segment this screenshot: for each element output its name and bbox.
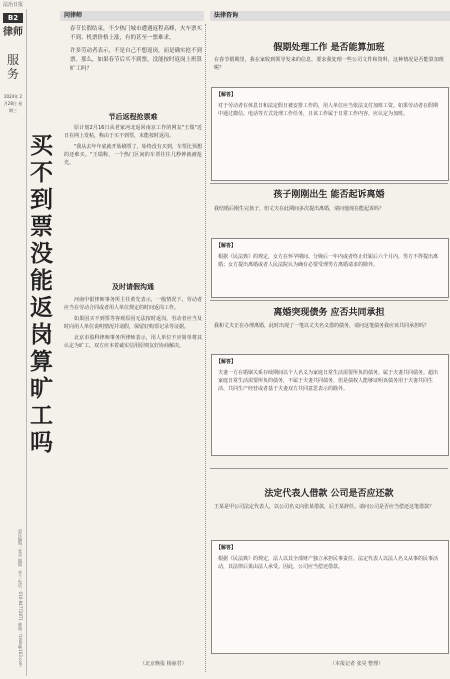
q1-answer-box — [211, 87, 449, 181]
section-label-ask-lawyer: 问律师 — [60, 11, 204, 21]
answer-tag: 【解答】 — [216, 92, 237, 98]
q4-answer-box — [211, 540, 449, 654]
q1-title: 假期处理工作 是否能算加班 — [273, 43, 385, 53]
masthead — [0, 0, 450, 9]
body-paragraph: 北京市盈科律师事务所律师表示，用人单位不应简单将其认定为旷工。双方应本着诚实信用原则友好协商解决。 — [64, 335, 202, 349]
intro-paragraph: 春节长假结束，不少热门城市遭遇返程高峰，火车票买不到、机票价格上涨，有的甚至一票难求。 — [70, 26, 203, 41]
main-headline: 买不到票没能返岗算旷工吗 — [30, 132, 53, 456]
section-label-legal-consult: 法律咨询 — [210, 11, 450, 21]
section-divider — [210, 468, 448, 469]
right-author: （本报记者 张昊 整理） — [330, 661, 384, 667]
intro-text — [70, 25, 202, 78]
q4-answer: 根据《民法典》的规定，法人以其全部财产独立承担民事责任。法定代表人以法人名义从事的民事活动，其法律后果由法人承受。因此，公司应当偿还借款。 — [218, 556, 439, 570]
intro-paragraph: 许多劳动者表示，不是自己不想返岗，而是确实抢不到票。那么，如果春节后买不到票，没能按时返岗上班算旷工吗？ — [70, 48, 203, 72]
section-sidebar — [0, 9, 27, 676]
q4-title: 法定代表人借款 公司是否应还款 — [264, 489, 394, 499]
section-divider — [210, 300, 448, 301]
masthead-text: 法治日报 — [3, 2, 24, 8]
q2-answer-box — [211, 238, 449, 298]
section-title: 律师 — [3, 27, 23, 38]
q3-answer-box — [211, 354, 449, 456]
answer-tag: 【解答】 — [216, 359, 237, 365]
q2-title: 孩子刚刚出生 能否起诉离婚 — [273, 190, 385, 200]
subheading-1: 节后返程抢票难 — [108, 113, 158, 121]
body-paragraph: 原计划2月16日从老家河北返回南京工作的网友"王瑞"近日在网上发帖，称由于买不到票，未能按时返岗。 — [64, 125, 202, 139]
q1-answer: 对于劳动者在休息日和法定假日被安排工作的，用人单位应当依法支付加班工资。如果劳动者在假期中通过微信、电话等方式处理工作任务，且该工作属于日常工作内容，应认定为加班。 — [218, 103, 439, 117]
answer-tag: 【解答】 — [216, 243, 237, 249]
q2-answer: 根据《民法典》的规定，女方在怀孕期间、分娩后一年内或者终止妊娠后六个月内，男方不得提出离婚；女方提出离婚或者人民法院认为确有必要受理男方离婚请求的除外。 — [218, 254, 439, 268]
q3-title: 离婚突现债务 应否共同承担 — [273, 308, 385, 318]
page-number: B2 — [3, 13, 23, 23]
issue-date: 2024年 2月28日 星期三 — [3, 94, 23, 113]
q2-question: 我结婚后刚生完孩子，但丈夫在此期间多次提出离婚，请问他现在能起诉吗？ — [214, 206, 385, 212]
section-divider — [210, 183, 448, 184]
body-paragraph: 如果因买不到票等客观原因无法按时返岗，劳动者应当及时向用人单位说明情况并请假，保留好购票记录等证据。 — [64, 316, 202, 330]
q3-question: 我和丈夫正在办理离婚，此时出现了一笔以丈夫名义借的债务，请问这笔债务我应该共同承担吗？ — [214, 323, 430, 329]
left-author: （北京晚报 杨丽君） — [140, 661, 187, 667]
body-paragraph: "我从去年年底就开始刷票了，始终没有买到，车票比预想的还难买。"王瑞称，一个热门区间的车票往往几秒钟就被抢光。 — [64, 144, 202, 166]
q1-question: 在春节假期里，我在家收到领导发来的信息，要求我处理一些公司文件和资料，这种情况是否能算加班呢？ — [214, 57, 444, 71]
q3-answer: 夫妻一方在婚姻关系存续期间以个人名义为家庭日常生活需要所负的债务，属于夫妻共同债务。超出家庭日常生活需要所负的债务，不属于夫妻共同债务，但是债权人能够证明该债务用于夫妻共同生活、共同生产经营或者基于夫妻双方共同意思表示的除外。 — [218, 370, 439, 392]
q4-question: 王某是甲公司法定代表人，以公司名义向张某借款，后王某辞任。请问公司是否应当偿还这笔借款？ — [214, 504, 435, 510]
subheading-2: 及时请假沟通 — [112, 283, 154, 291]
body-section-2 — [64, 296, 202, 353]
section-title-2: 服务 — [6, 53, 19, 81]
column-divider — [205, 24, 206, 672]
body-section-1 — [64, 124, 202, 170]
answer-tag: 【解答】 — [216, 545, 237, 551]
editor-footer: 责任编辑：张昊 编辑：李兰 电话：010-84772871 邮箱：fzrbls@163.com — [18, 529, 23, 667]
body-paragraph: 河南中银律师事务所主任黄先表示，一般情况下，劳动者应当在劳动合同或者用人单位规定的时间返岗工作。 — [64, 297, 202, 311]
